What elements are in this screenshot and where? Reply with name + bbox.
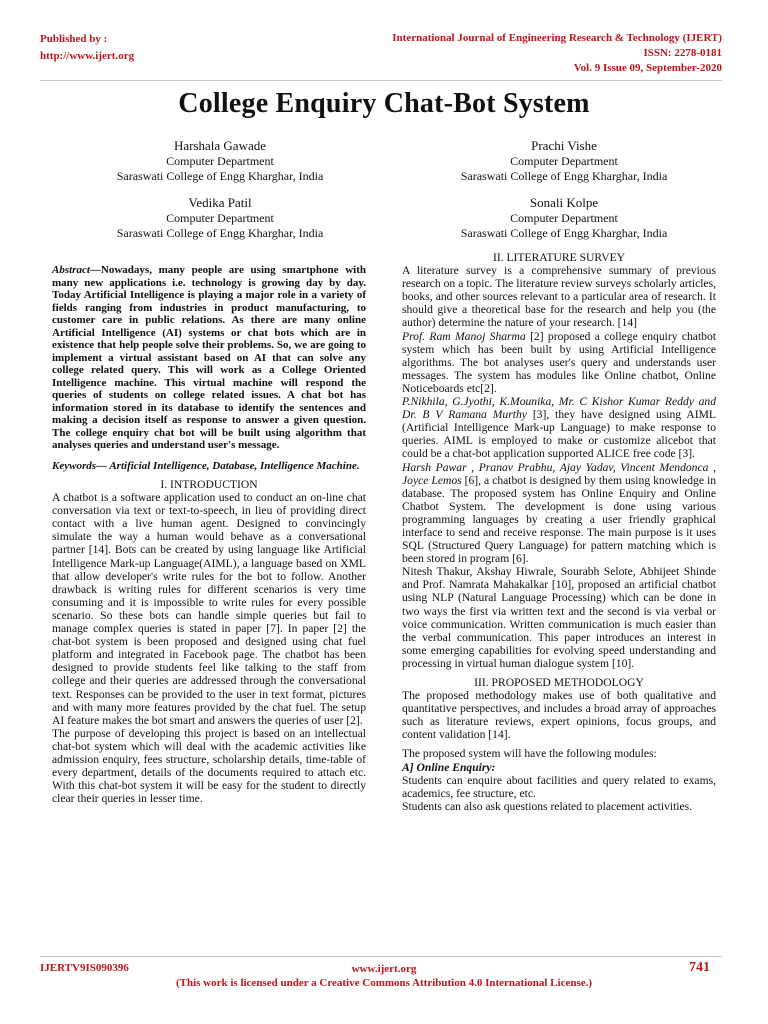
journal-name: International Journal of Engineering Research & Technology (IJERT) (392, 32, 722, 44)
page-number: 741 (689, 960, 710, 975)
license-notice: (This work is licensed under a Creative Commons Attribution 4.0 International License.) (175, 977, 593, 989)
paper-id: IJERTV9IS090396 (40, 962, 129, 974)
paper-title: College Enquiry Chat-Bot System (178, 88, 590, 119)
author-name: Vedika Patil (188, 195, 252, 210)
author-affiliation: Saraswati College of Engg Kharghar, India (116, 226, 324, 240)
intro-paragraph: The purpose of developing this project is based on an intellectual chat-bot system which will deal with the academic activities like admission enquiry, fees structure, scholarship details, time-table of every department, details of the documents required to attach etc. With this chat-bot system it will be easy for the student to directly clear their queries in lesser time. (52, 726, 366, 806)
section-heading-proposed-methodology: III. PROPOSED METHODOLOGY (474, 676, 644, 689)
published-by-label: Published by : (40, 33, 108, 45)
issn: ISSN: 2278-0181 (643, 47, 722, 59)
module-label: A] Online Enquiry: (402, 760, 496, 774)
author-dept: Computer Department (510, 211, 618, 225)
author-dept: Computer Department (166, 154, 274, 168)
journal-url-link[interactable]: http://www.ijert.org (40, 50, 135, 62)
abstract (52, 264, 366, 452)
keywords (52, 460, 366, 473)
footer-divider (40, 956, 722, 957)
author-block (50, 194, 390, 241)
methodology-paragraph: Students can also ask questions related to placement activities. (402, 799, 693, 813)
keywords-label: Keywords— (52, 459, 107, 472)
methodology-paragraph: Students can enquire about facilities and query related to exams, academics, fee structure, etc. (402, 773, 716, 800)
left-column (52, 264, 366, 805)
header-publisher (40, 31, 134, 65)
header-divider (40, 80, 722, 81)
literature-paragraph: Nitesh Thakur, Akshay Hiwrale, Sourabh Selote, Abhijeet Shinde and Prof. Namrata Mahakalkar [10], proposed an artificial chatbot using NLP (Natural Language Processing) which can be done in two ways the first via written text and the second is via verbal or voice communication. Written communication is much easier than the verbal communication. This paper introduces an interest in some emerging capabilities for evolving speed understanding and processing in virtual human dialogue system [10]. (402, 565, 716, 670)
literature-text: [2] proposed a college enquiry chatbot system which has been built by using Artificial Intelligence algorithms. The bot analyses user's query and understands user messages. The system has modules like Online chatbot, Online Noticeboards etc[2]. (402, 329, 716, 395)
section-heading-literature-survey: II. LITERATURE SURVEY (492, 251, 626, 264)
author-name: Prachi Vishe (531, 138, 597, 153)
author-name: Harshala Gawade (173, 138, 267, 153)
author-affiliation: Saraswati College of Engg Kharghar, India (460, 169, 668, 183)
author-block (50, 137, 390, 184)
literature-paragraph (402, 461, 716, 566)
intro-paragraph: A chatbot is a software application used to conduct an on-line chat conversation via text or text-to-speech, in lieu of providing direct contact with a live human agent. Designed to convincingly simulate the way a human would behave as a conversational partner [14]. Bots can be created by using language like Artificial Intelligence Mark-up Language(AIML), a language based on XML that allow developer's write rules for the bot to follow. Another drawback is writing rules for different scenarios is very time consuming and it is impossible to write rules for every possible scenario. So these bots can handle simple queries but fail to manage complex queries is stated in paper [7]. In paper [2] the chat-bot system is been proposed and designed using chat fuel platform and integrated in Facebook page. The chatbot has been designed to provide students feel like talking to the staff from college and their queries are addressed through the conversational text. Responses can be provided to the user in text format, pictures and with many more features provided by the chat fuel. The setup AI feature makes the bot smart and answers the queries of user [2]. (52, 491, 366, 727)
author-block (394, 137, 734, 184)
literature-text: [6], a chatbot is designed by them using knowledge in database. The proposed system has Online Enquiry and Online Chatbot System. The development is done using various programming languages by creating a user friendly graphical interface to send and receive response. The main purpose is it uses SQL (Structured Query Language) for pattern matching which is been stored in program [6]. (402, 473, 716, 566)
section-heading-introduction: I. INTRODUCTION (160, 478, 258, 491)
cited-authors: Prof. Ram Manoj Sharma (402, 329, 526, 343)
methodology-paragraph: The proposed system will have the following modules: (402, 747, 657, 761)
right-column (402, 251, 716, 813)
author-affiliation: Saraswati College of Engg Kharghar, India (460, 226, 668, 240)
author-name: Sonali Kolpe (529, 195, 599, 210)
abstract-label: Abstract (52, 264, 90, 276)
methodology-paragraph: The proposed methodology makes use of both qualitative and quantitative perspectives, and includes a broad array of approaches such as literature reviews, expert opinions, focus groups, and content validation [14]. (402, 689, 716, 742)
author-block (394, 194, 734, 241)
keywords-text: Artificial Intelligence, Database, Intelligence Machine. (107, 459, 360, 472)
literature-text: [3], they have designed using AIML (Artificial Intelligence Mark-up Language) to make response to queries. AIML is employed to make or customize alicebot that could be a chat-bot application supported ALICE free code [3]. (402, 408, 716, 461)
literature-paragraph (402, 395, 716, 460)
cited-authors: Harsh Pawar , Pranav Prabhu, Ajay Yadav, Vincent Mendonca , Joyce Lemos (402, 460, 716, 487)
module-heading-online-enquiry (402, 761, 716, 774)
author-affiliation: Saraswati College of Engg Kharghar, India (116, 169, 324, 183)
footer-center (0, 962, 768, 990)
author-dept: Computer Department (166, 211, 274, 225)
author-dept: Computer Department (510, 154, 618, 168)
footer-url-link[interactable]: www.ijert.org (351, 963, 417, 975)
header-journal-info (392, 31, 722, 76)
volume-issue: Vol. 9 Issue 09, September-2020 (573, 62, 722, 74)
literature-paragraph: A literature survey is a comprehensive summary of previous research on a topic. The literature review surveys scholarly articles, books, and other sources relevant to a particular area of research. It should give a theoretical base for the research and help you (the author) determine the nature of your research. [14] (402, 264, 716, 330)
literature-paragraph (402, 330, 716, 395)
abstract-text: —Nowadays, many people are using smartphone with many new applications i.e. technology is growing day by day. Today Artificial Intelligence is playing a major role in a variety of fields ranging from industries in product manufacturing, to customer care in public relations. As there are many online Artificial Intelligence (AI) systems or chat bots which are in existence that help people solve their problems. So, we are going to implement a virtual assistant based on AI that can solve any college related query. This will work as a College Oriented Intelligence machine. This virtual machine will respond the queries of students on college related issues. A chat bot has information stored in its database to identify the sentences and making a decision itself as response to answer a given question. The college enquiry chat bot will be built using algorithm that analyses queries and understand user's message. (52, 264, 366, 451)
cited-authors: P.Nikhila, G.Jyothi, K.Mounika, Mr. C Kishor Kumar Reddy and Dr. B V Ramana Murthy (402, 395, 716, 422)
